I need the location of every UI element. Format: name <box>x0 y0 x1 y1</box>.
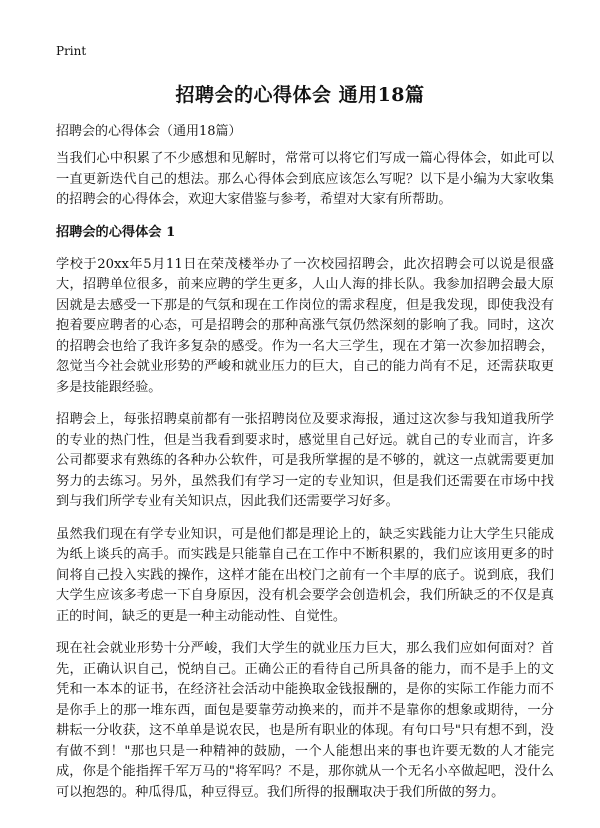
body-paragraph-4: 现在社会就业形势十分严峻，我们大学生的就业压力巨大，那么我们应如何面对？首先，正确认识自己，悦纳自己。正确公正的看待自己所具备的能力，而不是手上的文凭和一本本的证书，在经济社会活动中能换取金钱报酬的，是你的实际工作能力而不是你手上的那一堆东西，面包是要靠劳动换来的，而并不是靠你的想象或期待，一分耕耘一分收获，这不单单是说农民，也是所有职业的体现。有句口号"只有想不到，没有做不到！"那也只是一种精神的鼓励，一个人能想出来的事也许要无数的人才能完成，你是个能指挥千军万马的"将军吗？不是，那你就从一个无名小卒做起吧，没什么可以抱怨的。种瓜得瓜，种豆得豆。我们所得的报酬取决于我们所做的努力。 <box>56 641 554 800</box>
intro-paragraph: 当我们心中积累了不少感想和见解时，常常可以将它们写成一篇心得体会，如此可以一直更新迭代自己的想法。那么心得体会到底应该怎么写呢？以下是小编为大家收集的招聘会的心得体会，欢迎大家借鉴与参考，希望对大家有所帮助。 <box>56 151 554 207</box>
body-paragraph-2: 招聘会上，每张招聘桌前都有一张招聘岗位及要求海报，通过这次参与我知道我所学的专业的热门性，但是当我看到要求时，感觉里自己好远。就自己的专业而言，许多公司都要求有熟练的各种办公软件，可是我所掌握的是不够的，就这一点就需要更加努力的去练习。另外，虽然我们有学习一定的专业知识，但是我们还需要在市场中找到与我们所学专业有关知识点，因此我们还需要学习好多。 <box>56 412 554 509</box>
article-body <box>56 149 554 815</box>
page-title: 招聘会的心得体会 通用18篇 <box>175 84 425 106</box>
body-paragraph-3: 虽然我们现在有学专业知识，可是他们都是理论上的，缺乏实践能力让大学生只能成为纸上谈兵的高手。而实践是只能靠自己在工作中不断积累的，我们应该用更多的时间将自己投入实践的操作，这样才能在出校门之前有一个丰厚的底子。说到底，我们大学生应该多考虑一下自身原因，没有机会要学会创造机会，我们所缺乏的不仅是真正的时间，缺乏的更是一种主动能动性、自觉性。 <box>56 526 554 624</box>
body-paragraph-1: 学校于20xx年5月11日在荣茂楼举办了一次校园招聘会，此次招聘会可以说是很盛大，招聘单位很多，前来应聘的学生更多，人山人海的排长队。我参加招聘会最大原因就是去感受一下那是的气氛和现在工作岗位的需求程度，但是我发现，即使我没有抱着要应聘者的心态，可是招聘会的那种高涨气氛仍然深刻的影响了我。同时，这次的招聘会也给了我许多复杂的感受。作为一名大三学生，现在才第一次参加招聘会，忽觉当今社会就业形势的严峻和就业压力的巨大，自己的能力尚有不足，还需获取更多是技能跟经验。 <box>56 256 554 395</box>
print-link[interactable]: Print <box>56 44 87 58</box>
section-heading: 招聘会的心得体会 1 <box>56 224 176 240</box>
page-subtitle: 招聘会的心得体会（通用18篇） <box>56 124 242 139</box>
